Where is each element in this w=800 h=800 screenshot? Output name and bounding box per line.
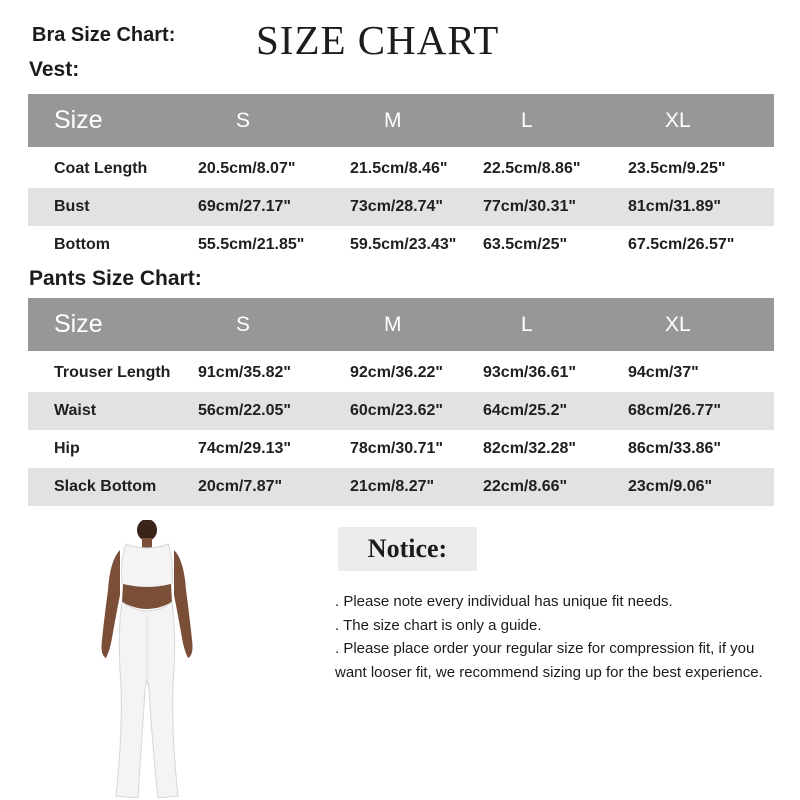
table-cell: Slack Bottom bbox=[54, 478, 157, 495]
table-cell: 56cm/22.05" bbox=[198, 402, 291, 419]
table-cell: 94cm/37" bbox=[628, 364, 699, 381]
vest-size-table bbox=[28, 94, 774, 264]
table-cell: 60cm/23.62" bbox=[350, 402, 443, 419]
notice-box bbox=[338, 527, 477, 571]
table-cell: 21.5cm/8.46" bbox=[350, 160, 448, 177]
table-cell: 74cm/29.13" bbox=[198, 440, 291, 457]
table-header-row bbox=[28, 298, 774, 351]
table-cell: 82cm/32.28" bbox=[483, 440, 576, 457]
vest-section-title: Vest: bbox=[29, 58, 80, 81]
model-figure-image bbox=[92, 520, 202, 800]
table-cell: 69cm/27.17" bbox=[198, 198, 291, 215]
table-cell: 91cm/35.82" bbox=[198, 364, 291, 381]
table-cell: 93cm/36.61" bbox=[483, 364, 576, 381]
table-header-cell: M bbox=[384, 108, 402, 132]
table-row bbox=[28, 430, 774, 468]
table-header-cell: XL bbox=[665, 312, 691, 336]
notice-line: . Please note every individual has unique fit needs. bbox=[335, 593, 673, 610]
table-cell: 78cm/30.71" bbox=[350, 440, 443, 457]
model-head bbox=[137, 520, 157, 548]
page-title: SIZE CHART bbox=[256, 17, 500, 63]
table-header-cell: L bbox=[521, 108, 533, 132]
table-header-cell: XL bbox=[665, 108, 691, 132]
pants-size-table bbox=[28, 298, 774, 506]
table-cell: 67.5cm/26.57" bbox=[628, 236, 735, 253]
table-cell: 20cm/7.87" bbox=[198, 478, 283, 495]
table-header-cell: Size bbox=[54, 310, 103, 338]
table-cell: 22.5cm/8.86" bbox=[483, 160, 581, 177]
table-cell: 64cm/25.2" bbox=[483, 402, 568, 419]
sports-bra-shape bbox=[122, 544, 173, 587]
table-header-row bbox=[28, 94, 774, 147]
table-cell: 68cm/26.77" bbox=[628, 402, 721, 419]
table-row bbox=[28, 150, 774, 188]
table-cell: 20.5cm/8.07" bbox=[198, 160, 296, 177]
table-header-cell: Size bbox=[54, 106, 103, 134]
midriff-shape bbox=[122, 584, 172, 609]
table-cell: 77cm/30.31" bbox=[483, 198, 576, 215]
table-cell: Bust bbox=[54, 198, 90, 215]
table-cell: 63.5cm/25" bbox=[483, 236, 568, 253]
table-row bbox=[28, 188, 774, 226]
table-row bbox=[28, 354, 774, 392]
notice-line: . The size chart is only a guide. bbox=[335, 616, 542, 634]
table-cell: Bottom bbox=[54, 236, 110, 253]
table-cell: Waist bbox=[54, 402, 97, 419]
table-cell: Trouser Length bbox=[54, 364, 171, 381]
table-header-cell: L bbox=[521, 312, 533, 336]
bra-size-chart-title: Bra Size Chart: bbox=[32, 24, 176, 46]
table-row bbox=[28, 226, 774, 264]
table-cell: Hip bbox=[54, 440, 80, 457]
table-cell: 73cm/28.74" bbox=[350, 198, 443, 215]
table-cell: 22cm/8.66" bbox=[483, 478, 568, 495]
table-header-cell: M bbox=[384, 312, 402, 336]
notice-line: . Please place order your regular size for compression fit, if you want looser fit, we recommend sizing up for the best experience. bbox=[335, 640, 763, 681]
table-cell: 55.5cm/21.85" bbox=[198, 236, 305, 253]
notice-list bbox=[335, 590, 775, 684]
table-row bbox=[28, 392, 774, 430]
pants-section-title: Pants Size Chart: bbox=[29, 267, 202, 290]
table-cell: 23.5cm/9.25" bbox=[628, 160, 726, 177]
table-header-cell: S bbox=[236, 108, 251, 132]
table-cell: 86cm/33.86" bbox=[628, 440, 721, 457]
notice-title: Notice: bbox=[367, 534, 448, 563]
table-header-cell: S bbox=[236, 312, 251, 336]
table-cell: 81cm/31.89" bbox=[628, 198, 721, 215]
table-cell: 21cm/8.27" bbox=[350, 478, 435, 495]
table-cell: Coat Length bbox=[54, 160, 148, 177]
table-cell: 59.5cm/23.43" bbox=[350, 236, 457, 253]
table-cell: 23cm/9.06" bbox=[628, 478, 713, 495]
table-row bbox=[28, 468, 774, 506]
table-cell: 92cm/36.22" bbox=[350, 364, 443, 381]
